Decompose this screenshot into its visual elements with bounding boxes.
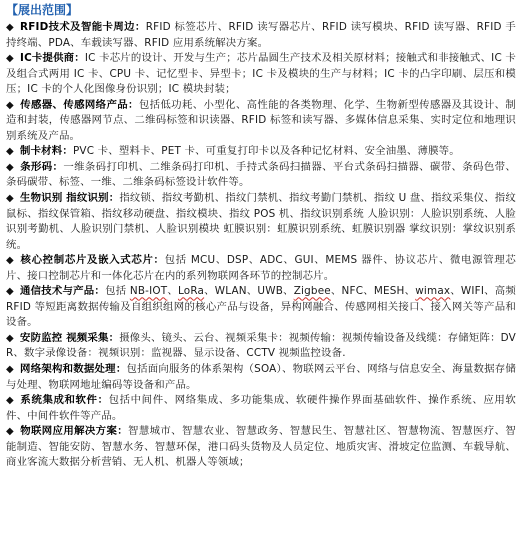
entry-desc: IC 卡芯片的设计、开发与生产；芯片晶圆生产技术及相关原材料；接触式和非接触式、IC 卡及组合式两用 IC 卡、CPU 卡、记忆型卡、异型卡；IC 卡及模块的生产与材料；IC 卡的凸字印刷、层压和模压；IC 卡的个人化图像身份识别；IC 模块封装； bbox=[6, 52, 516, 96]
diamond-bullet-icon: ◆ bbox=[6, 332, 14, 344]
entry-desc: 指纹锁、指纹考勤机、指纹门禁机、指纹考勤门禁机、指纹 U 盘、指纹采集仪、指纹鼠标、指纹保管箱、指纹移动硬盘、指纹模块、指纹 POS 机、指纹识别系统 人脸识别：人脸识别系统、人脸识别考勤机、人脸识别门禁机、人脸识别模块 虹膜识别：虹膜识别系统、虹膜识别器 掌纹识别：掌纹识别系统。 bbox=[6, 192, 516, 251]
tech-wimax: wimax bbox=[415, 285, 451, 298]
entry-desc: 包括中间件、网络集成、多功能集成、软硬件操作界面基础软件、操作系统、应用软件、中间件软件等产品。 bbox=[6, 394, 516, 422]
separator: 、 bbox=[167, 285, 178, 298]
entry-iot-solutions bbox=[6, 424, 516, 471]
entry-desc: PVC 卡、塑料卡、PET 卡、可重复打印卡以及各种记忆材料、安全油墨、薄膜等。 bbox=[72, 145, 460, 158]
diamond-bullet-icon: ◆ bbox=[6, 22, 14, 33]
entry-desc-pre: 包括 bbox=[105, 285, 130, 298]
entry-term: 安防监控 视频采集： bbox=[20, 331, 120, 344]
diamond-bullet-icon: ◆ bbox=[6, 146, 14, 158]
tech-zigbee: Zigbee bbox=[293, 285, 331, 298]
entry-desc: 摄像头、镜头、云台、视频采集卡：视频传输：视频传输设备及线缆：存储矩阵：DVR、数字录像设备：视频识别：监视器、显示设备、CCTV 视频监控设备. bbox=[6, 331, 516, 360]
entry-network-data bbox=[6, 362, 516, 393]
diamond-bullet-icon: ◆ bbox=[6, 99, 14, 111]
diamond-bullet-icon: ◆ bbox=[6, 364, 14, 376]
entry-desc: 包括面向服务的体系架构（SOA）、物联网云平台、网络与信息安全、海量数据存储与处理、物联网地址编码等设备和产品。 bbox=[6, 363, 516, 391]
entry-ic-card bbox=[6, 51, 516, 98]
tech-list: 、WIFI、 bbox=[450, 285, 495, 298]
tech-list: 、WLAN、UWB、 bbox=[204, 285, 294, 298]
entry-system-software bbox=[6, 393, 516, 424]
diamond-bullet-icon: ◆ bbox=[6, 426, 14, 438]
diamond-bullet-icon: ◆ bbox=[6, 53, 14, 65]
tech-lora: LoRa bbox=[177, 285, 205, 298]
entry-term: RFID技术及智能卡周边： bbox=[20, 21, 146, 33]
entry-term: 条形码： bbox=[20, 160, 64, 173]
entry-communication bbox=[6, 284, 516, 331]
entry-term: 网络架构和数据处理： bbox=[20, 363, 127, 376]
entry-term: 核心控制芯片及嵌入式芯片： bbox=[20, 254, 165, 267]
entry-desc-post: 高频RFID 等短距离数据传输及自组织组网的核心产品与设备，异构网融合、传感网相关接口、接入网关等产品和设备。 bbox=[6, 285, 516, 329]
entry-term: 传感器、传感网络产品： bbox=[20, 98, 139, 111]
entry-desc: RFID 标签芯片、RFID 读写器芯片、RFID 读写模块、RFID 读写器、RFID 手持终端、PDA、车载读写器、RFID 应用系统解决方案。 bbox=[6, 21, 516, 49]
entry-core-chips bbox=[6, 253, 516, 284]
diamond-bullet-icon: ◆ bbox=[6, 255, 14, 267]
entry-desc: 智慧城市、智慧农业、智慧政务、智慧民生、智慧社区、智慧物流、智慧医疗、智能制造、智能安防、智慧水务、智慧环保，港口码头货物及人员定位、地质灾害、滑坡定位监测、车载导航、商业客流大数据分析营销、无人机、机器人等领域； bbox=[6, 425, 517, 469]
diamond-bullet-icon: ◆ bbox=[6, 395, 14, 407]
diamond-bullet-icon: ◆ bbox=[6, 286, 14, 298]
tech-nb-iot: NB-IOT bbox=[129, 285, 168, 298]
entry-desc: 一维条码打印机、二维条码打印机、手持式条码扫描器、平台式条码扫描器、碳带、条码色带、条码碳带、标签、一维、二维条码标签设计软件等。 bbox=[6, 160, 516, 189]
section-heading: 【展出范围】 bbox=[6, 3, 79, 17]
entry-term: IC卡提供商： bbox=[20, 52, 85, 65]
diamond-bullet-icon: ◆ bbox=[6, 193, 14, 205]
entry-desc: 包括低功耗、小型化、高性能的各类物理、化学、生物新型传感器及其设计、制造和封装，传感器网节点、二维码标签和识读器、RFID 标签和读写器、多媒体信息采集、实时定位和地理识别系统及产品。 bbox=[6, 98, 517, 142]
entry-card-materials bbox=[6, 144, 516, 160]
diamond-bullet-icon: ◆ bbox=[6, 161, 14, 173]
entry-rfid bbox=[6, 20, 516, 51]
entry-security-video bbox=[6, 331, 516, 362]
entry-sensors bbox=[6, 98, 516, 145]
entry-desc: 包括 MCU、DSP、ADC、GUI、MEMS 器件、协议芯片、微电源管理芯片、接口控制芯片和一体化芯片在内的系列物联网各环节的控制芯片。 bbox=[6, 254, 516, 282]
entry-term: 系统集成和软件： bbox=[20, 394, 109, 407]
entry-term: 物联网应用解决方案： bbox=[20, 425, 129, 438]
entry-barcode bbox=[6, 160, 516, 191]
tech-list: 、NFC、MESH、 bbox=[330, 285, 416, 298]
entry-term: 生物识别 指纹识别： bbox=[20, 192, 120, 205]
entry-term: 制卡材料： bbox=[20, 145, 73, 158]
entry-biometrics bbox=[6, 191, 516, 253]
entry-term: 通信技术与产品： bbox=[20, 285, 106, 298]
